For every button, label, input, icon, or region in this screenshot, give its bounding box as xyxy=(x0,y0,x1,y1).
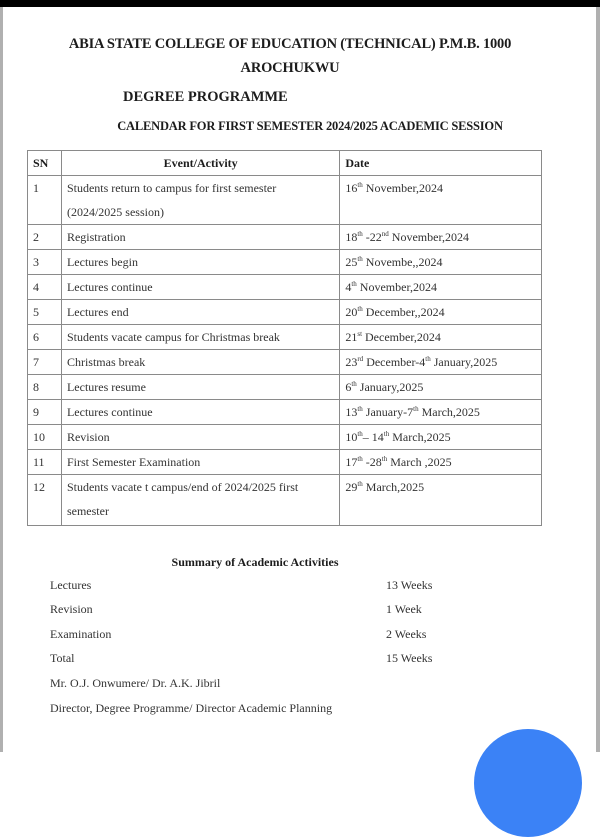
cell-event: Students vacate campus for Christmas break xyxy=(61,325,339,350)
cell-sn: 12 xyxy=(28,475,62,526)
table-row xyxy=(28,375,542,400)
column-header-date: Date xyxy=(340,151,542,176)
table-row xyxy=(28,325,542,350)
cell-event: First Semester Examination xyxy=(61,450,339,475)
cell-sn: 6 xyxy=(28,325,62,350)
table-row xyxy=(28,275,542,300)
column-header-event: Event/Activity xyxy=(61,151,339,176)
table-row xyxy=(28,300,542,325)
summary-value: 1 Week xyxy=(386,602,422,616)
signatory-titles: Director, Degree Programme/ Director Academic Planning xyxy=(50,701,333,715)
top-black-bar xyxy=(0,0,600,7)
page-edge-left xyxy=(0,7,3,752)
cell-event: Lectures end xyxy=(61,300,339,325)
cell-date: 21st December,2024 xyxy=(340,325,542,350)
cell-date: 18th -22nd November,2024 xyxy=(340,225,542,250)
institution-name: ABIA STATE COLLEGE OF EDUCATION (TECHNICAL) P.M.B. 1000 xyxy=(68,36,512,52)
cell-sn: 9 xyxy=(28,400,62,425)
cell-date: 4th November,2024 xyxy=(340,275,542,300)
cell-sn: 11 xyxy=(28,450,62,475)
cell-date: 23rd December-4th January,2025 xyxy=(340,350,542,375)
floating-action-button[interactable] xyxy=(474,729,582,837)
cell-date: 13th January-7th March,2025 xyxy=(340,400,542,425)
cell-event: Revision xyxy=(61,425,339,450)
cell-sn: 3 xyxy=(28,250,62,275)
table-row xyxy=(28,350,542,375)
cell-date: 25th Novembe,,2024 xyxy=(340,250,542,275)
summary-label: Lectures xyxy=(50,578,92,592)
table-header-row xyxy=(28,151,542,176)
cell-event: Christmas break xyxy=(61,350,339,375)
cell-sn: 7 xyxy=(28,350,62,375)
table-row xyxy=(28,176,542,225)
summary-value: 15 Weeks xyxy=(386,651,433,665)
cell-sn: 8 xyxy=(28,375,62,400)
cell-sn: 1 xyxy=(28,176,62,225)
cell-date: 16th November,2024 xyxy=(340,176,542,225)
cell-sn: 10 xyxy=(28,425,62,450)
cell-sn: 5 xyxy=(28,300,62,325)
cell-event: Students return to campus for first semester (2024/2025 session) xyxy=(61,176,339,225)
programme-title: DEGREE PROGRAMME xyxy=(123,89,288,105)
institution-location: AROCHUKWU xyxy=(240,60,340,76)
summary-label: Total xyxy=(50,651,75,665)
cell-event: Lectures continue xyxy=(61,275,339,300)
table-row xyxy=(28,425,542,450)
column-header-sn: SN xyxy=(28,151,62,176)
cell-event: Lectures begin xyxy=(61,250,339,275)
cell-date: 17th -28th March ,2025 xyxy=(340,450,542,475)
summary-title: Summary of Academic Activities xyxy=(171,555,339,569)
cell-sn: 2 xyxy=(28,225,62,250)
calendar-table xyxy=(27,150,542,526)
cell-date: 29th March,2025 xyxy=(340,475,542,526)
table-row xyxy=(28,225,542,250)
cell-date: 6th January,2025 xyxy=(340,375,542,400)
calendar-title: CALENDAR FOR FIRST SEMESTER 2024/2025 ACADEMIC SESSION xyxy=(117,119,503,133)
summary-label: Examination xyxy=(50,627,112,641)
cell-sn: 4 xyxy=(28,275,62,300)
summary-value: 2 Weeks xyxy=(386,627,427,641)
page-edge-right xyxy=(596,7,600,752)
cell-event: Registration xyxy=(61,225,339,250)
table-row xyxy=(28,400,542,425)
cell-event: Lectures continue xyxy=(61,400,339,425)
cell-date: 10th– 14th March,2025 xyxy=(340,425,542,450)
signatory-names: Mr. O.J. Onwumere/ Dr. A.K. Jibril xyxy=(50,676,221,690)
table-row xyxy=(28,475,542,526)
summary-label: Revision xyxy=(50,602,93,616)
cell-event: Lectures resume xyxy=(61,375,339,400)
cell-event: Students vacate t campus/end of 2024/2025 first semester xyxy=(61,475,339,526)
table-row xyxy=(28,450,542,475)
table-row xyxy=(28,250,542,275)
cell-date: 20th December,,2024 xyxy=(340,300,542,325)
summary-value: 13 Weeks xyxy=(386,578,433,592)
